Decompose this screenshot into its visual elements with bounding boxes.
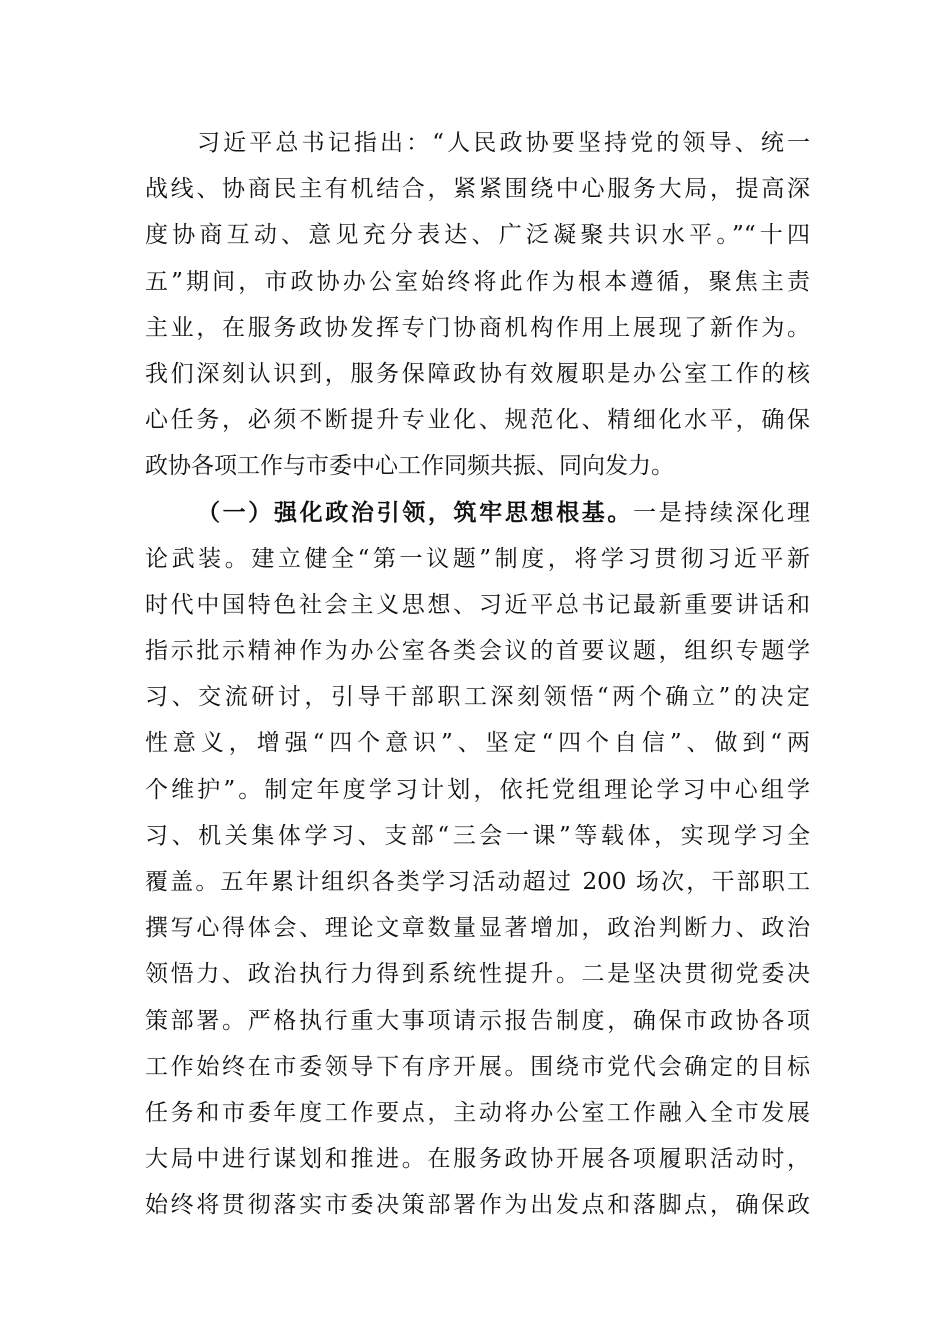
text-line: 心任务，必须不断提升专业化、规范化、精细化水平，确保 (145, 407, 810, 434)
text-line: 始终将贯彻落实市委决策部署作为出发点和落脚点，确保政 (145, 1192, 810, 1219)
section-first-line-rest: 一是持续深化理 (633, 499, 811, 526)
text-line: 主业，在服务政协发挥专门协商机构作用上展现了新作为。 (145, 314, 810, 341)
text-line: 撰写心得体会、理论文章数量显著增加，政治判断力、政治 (145, 915, 810, 942)
paragraph-section-one (145, 490, 810, 1229)
text-line: 领悟力、政治执行力得到系统性提升。二是坚决贯彻党委决 (145, 961, 810, 988)
text-line: 任务和市委年度工作要点，主动将办公室工作融入全市发展 (145, 1099, 810, 1126)
text-line: 战线、协商民主有机结合，紧紧围绕中心服务大局，提高深 (145, 176, 810, 203)
section-heading: （一）强化政治引领，筑牢思想根基。 (197, 498, 634, 526)
text-line: 大局中进行谋划和推进。在服务政协开展各项履职活动时， (145, 1146, 810, 1173)
text-line: 度协商互动、意见充分表达、广泛凝聚共识水平。”“十四 (145, 222, 810, 249)
text-line: 性意义，增强“四个意识”、坚定“四个自信”、做到“两 (145, 730, 810, 757)
text-line: 指示批示精神作为办公室各类会议的首要议题，组织专题学 (145, 638, 810, 665)
text-line: 覆盖。五年累计组织各类学习活动超过 200 场次，干部职工 (145, 869, 810, 895)
text-line: 习、机关集体学习、支部“三会一课”等载体，实现学习全 (145, 822, 810, 849)
text-line: 我们深刻认识到，服务保障政协有效履职是办公室工作的核 (145, 360, 810, 387)
text-line: 习、交流研讨，引导干部职工深刻领悟“两个确立”的决定 (145, 684, 810, 711)
text-line: 习近平总书记指出：“人民政协要坚持党的领导、统一 (197, 130, 810, 156)
text-line: 个维护”。制定年度学习计划，依托党组理论学习中心组学 (145, 776, 810, 803)
text-line (145, 490, 810, 536)
text-line: 时代中国特色社会主义思想、习近平总书记最新重要讲话和 (145, 591, 810, 618)
text-line: 政协各项工作与市委中心工作同频共振、同向发力。 (145, 453, 674, 480)
text-line: 五”期间，市政协办公室始终将此作为根本遵循，聚焦主责 (145, 268, 810, 295)
text-line: 论武装。建立健全“第一议题”制度，将学习贯彻习近平新 (145, 545, 810, 572)
text-line: 策部署。严格执行重大事项请示报告制度，确保市政协各项 (145, 1007, 810, 1034)
text-line: 工作始终在市委领导下有序开展。围绕市党代会确定的目标 (145, 1053, 810, 1080)
document-body (145, 120, 810, 1229)
paragraph-intro (145, 120, 810, 490)
